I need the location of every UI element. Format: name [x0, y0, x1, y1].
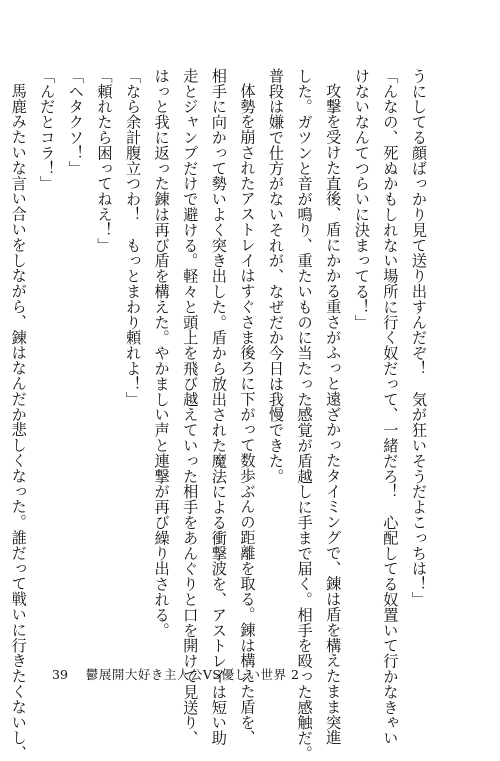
text-line: 「んなの、死ぬかもしれない場所に行く奴だって、一緒だろ！ 心配してる奴置いて行かなきゃい [381, 68, 400, 746]
text-line [0, 68, 4, 642]
text-line: 「頼れたら困ってねえ！」 [95, 68, 114, 253]
page-number: 39 [52, 667, 68, 682]
text-line: 「なら余計腹立つわ！ もっとまわり頼れよ！」 [124, 68, 143, 407]
text-line: はっと我に返った錬は再び盾を構えた。やかましい声と連撃が再び繰り出される。 [152, 68, 171, 638]
text-line: 走とジャンプだけで避ける。軽々と頭上を飛び越えていった相手をあんぐりと口を開けて見送り、 [181, 68, 200, 746]
text-line: した。ガツンと音が鳴り、重たいものに当たった感覚が盾越しに手まで届く。相手を殴った感触だ。 [295, 68, 314, 761]
text-line: けないなんてつらいに決まってる！」 [352, 68, 371, 330]
text-line: 「んだとコラ！」 [38, 68, 57, 192]
page-footer [52, 665, 299, 683]
text-line: 体勢を崩されたアストレイはすぐさま後ろに下がって数歩ぶんの距離を取る。錬は構えた盾を、 [238, 83, 257, 746]
text-line: うにしてる顔ばっかり見て送り出すんだぞ！ 気が狂いそうだよこっちは！」 [410, 68, 428, 607]
text-line: 普段は嫌で仕方がないそれが、なぜだか今日は我慢できた。 [267, 68, 286, 484]
running-title: 鬱展開大好き主人公VS優しい世界 2 [85, 667, 300, 682]
text-line: 馬鹿みたいな言い合いをしながら、錬はなんだか悲しくなった。誰だって戦いに行きたくないし、 [9, 83, 28, 761]
text-line: 相手に向かって勢いよく突き出した。盾から放出された魔法による衝撃波を、アストレイは短い助 [209, 68, 228, 746]
text-line: 「ヘタクソ！」 [66, 68, 85, 176]
text-line: 攻撃を受けた直後、盾にかかる重さがふっと遠ざかったタイミングで、錬は盾を構えたまま突進 [324, 83, 343, 746]
